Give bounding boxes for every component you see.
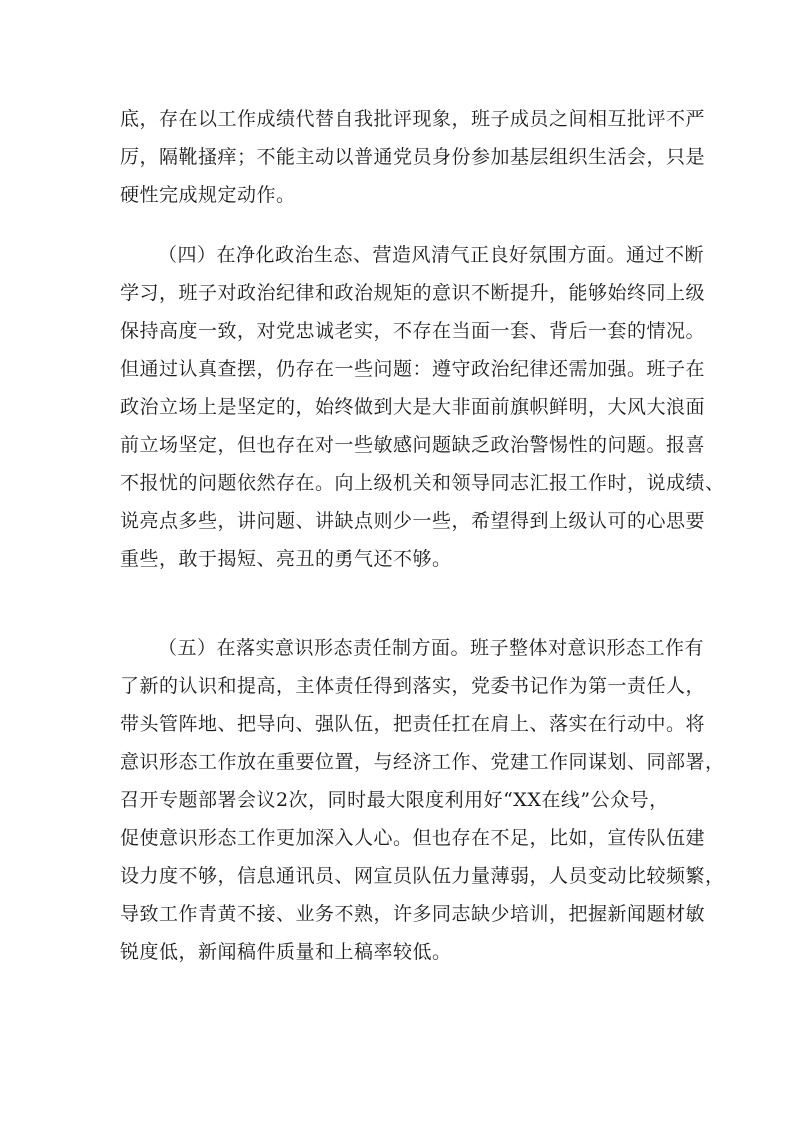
text-line: 促使意识形态工作更加深入人心。但也存在不足，比如，宣传队伍建: [120, 827, 706, 849]
text-line: 重些，敢于揭短、亮丑的勇气还不够。: [120, 548, 452, 570]
text-line: 政治立场上是坚定的，始终做到大是大非面前旗帜鲜明，大风大浪面: [120, 396, 706, 418]
text-line: 但通过认真查摆，仍存在一些问题：遵守政治纪律还需加强。班子在: [120, 358, 706, 380]
text-line: 不报忧的问题依然存在。向上级机关和领导同志汇报工作时，说成绩、: [120, 472, 725, 494]
text-line: （四）在净化政治生态、营造风清气正良好氛围方面。通过不断: [158, 244, 705, 266]
text-line: 底，存在以工作成绩代替自我批评现象，班子成员之间相互批评不严: [120, 108, 706, 130]
text-line: 锐度低，新闻稿件质量和上稿率较低。: [120, 941, 452, 963]
text-line: 带头管阵地、把导向、强队伍，把责任扛在肩上、落实在行动中。将: [120, 713, 706, 735]
paragraph-section-four: [120, 236, 725, 578]
text-line: 前立场坚定，但也存在对一些敏感问题缺乏政治警惕性的问题。报喜: [120, 434, 706, 456]
text-line: 硬性完成规定动作。: [120, 184, 296, 206]
text-line: 导致工作青黄不接、业务不熟，许多同志缺少培训，把握新闻题材敏: [120, 903, 706, 925]
text-line: 厉，隔靴搔痒；不能主动以普通党员身份参加基层组织生活会，只是: [120, 146, 706, 168]
paragraph-continuation: [120, 100, 706, 214]
text-line: 学习，班子对政治纪律和政治规矩的意识不断提升，能够始终同上级: [120, 282, 706, 304]
text-line: 保持高度一致，对党忠诚老实，不存在当面一套、背后一套的情况。: [120, 320, 706, 342]
text-line: 召开专题部署会议2次，同时最大限度利用好“XX在线”公众号，: [120, 789, 669, 811]
text-line: （五）在落实意识形态责任制方面。班子整体对意识形态工作有: [158, 637, 705, 659]
text-line: 意识形态工作放在重要位置，与经济工作、党建工作同谋划、同部署，: [120, 751, 725, 773]
text-line: 设力度不够，信息通讯员、网宣员队伍力量薄弱，人员变动比较频繁，: [120, 865, 725, 887]
text-line: 说亮点多些，讲问题、讲缺点则少一些，希望得到上级认可的心思要: [120, 510, 706, 532]
text-line: 了新的认识和提高，主体责任得到落实，党委书记作为第一责任人，: [120, 675, 706, 697]
paragraph-section-five: [120, 629, 725, 971]
